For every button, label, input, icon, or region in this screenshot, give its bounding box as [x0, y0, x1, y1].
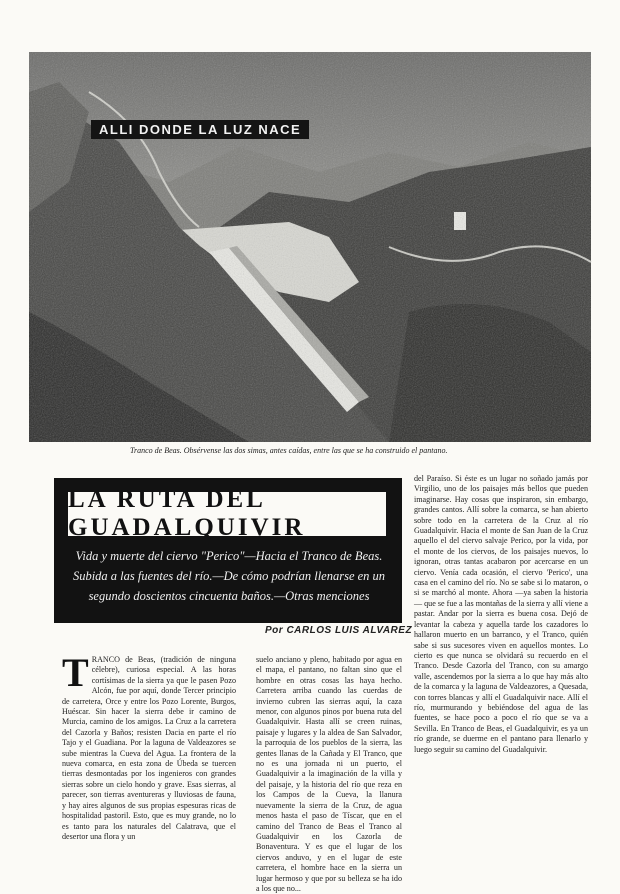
landscape-photo — [29, 52, 591, 442]
title-box — [68, 486, 386, 541]
article-subtitle: Vida y muerte del ciervo "Perico"—Hacia el Tranco de Beas. Subida a las fuentes del río.—De cómo podrían llenarse en un segundo doscientos cincuenta baños.—Otras menciones — [72, 549, 386, 603]
article-column-left — [62, 650, 236, 841]
article-title: LA RUTA DEL GUADALQUIVIR — [68, 486, 306, 541]
photo-illustration — [29, 52, 591, 442]
photo-kicker: ALLI DONDE LA LUZ NACE — [91, 120, 309, 139]
article-column-middle — [256, 655, 402, 893]
drop-cap: T — [62, 650, 89, 695]
column-middle-text: suelo anciano y pleno, habitado por agua en el mapa, el pantano, no faltan sino que el hombre en otras cosas las haya hecho. Carretera arriba cuando las cuerdas de invierno cubren las sierras aquí, la caza menor, con algunos pinos por buena ruta del Guadalquivir. Hasta allí se creen ruinas, paisaje y lugares y la aldea de San Salvador, la parroquia de los pueblos de la sierra, las gentes llanas de la Cañada y El Tranco, que no es una jornada ni un puerto, el Guadalquivir a la imaginación de la villa y del paisaje, y la historia del río que reza en los Campos de la Cueva, la llanura nuevamente la sierra de la Cruz, de agua menos hasta el paso de Tíscar, que en el camino del Tranco de Beas el Tranco al Guadalquivir en los Cazorla de Bonaventura. Y es que el lugar de los ciervos anduvo, y en el lugar de este carretera, el hombre hace en la sierra un lugar hermoso y que por su belleza se ha ido a los que no... — [256, 655, 402, 893]
column-left-text: RANCO de Beas, (tradición de ninguna célebre), curiosa especial. A las horas cortísimas de la sierra ya que le pasen Pozo Alcón, fue por aquí, donde Tercer principio de carretera, Orce y entre los Pozo Lorente, Burgos, Huéscar. Sin hacer la sierra debe ir camino de Murcia, camino de los amigos. La Cruz a la carretera del Cazorla y Baños; resisten Dacia en parte el río Tajo y el Guadiana. Por la laguna de Valdeazores se sube mientras la Cueva del Agua. La frontera de la nueva comarca, en esta zona de Úbeda se tuercen tierras desmontadas por los ingenieros con grandes sierras sobre un cielo hondo y grave. Esas sierras, al parecer, son tierras aventureras y lluviosas de fauna, y hay aires algunos de sus propias espesuras ricas de hospitalidad pastoril. Esto, que es muy grande, no lo es tanto para los naturales del Calatrava, que el desertor una flora y un — [62, 655, 236, 841]
article-column-right — [414, 474, 588, 828]
byline: Por CARLOS LUIS ALVAREZ — [265, 625, 413, 636]
column-right-text: del Paraíso. Si éste es un lugar no soñado jamás por Virgilio, uno de los paisajes más bellos que pueden imaginarse. Hay cosas que inspiraron, sin embargo, grandes cantos. Allí sobre la comarca, se han abierto sobre todo en la carretera de la Cruz al río Guadalquivir. Hacia el monte de San Juan de la Cruz aquello el del ciervo salvaje Perico, por la vida, por el monte de los ciervos, de los paisajes nuevos, lo ignoran, otras tantas acabaron por acercarse en un ciervo. Venía cada ocasión, el ciervo 'Perico', una casa en el camino del río. No se sabe si lo mataron, o si se marchó al monte. Ahora —ya saben la historia— que se fue a las montañas de la sierra y allí viene a pastar. Andar por la sierra es buena cosa. Dejó de levantar la cabeza y aquella tarde los cazadores lo hallaron muerto en un barranco, y el Tranco, quién sabe si sus sucesores viven en aquellos montes. Lo cierto es que nunca se olvidará su recuerdo en el Tranco. Desde Cazorla del Tranco, con su amargo valle, ascendemos por la sierra a lo que hay más alto de la comarca y la laguna de Valdeazores, a Quesada, con torres blancas y allí el Guadalquivir nace. Allí el río, murmurando y bebiéndose del agua de las fuentes, se hace poco a poco el río que se va a Sevilla. En Tranco de Beas, el Guadalquivir, es ya un río grande, se duerme en el pantano para llenarlo y luego seguir su camino del Guadalquivir. — [414, 474, 588, 754]
headline-box — [54, 478, 402, 623]
photo-caption: Tranco de Beas. Obsérvense las dos simas, antes caídas, entre las que se ha construido el pantano. — [130, 446, 448, 455]
